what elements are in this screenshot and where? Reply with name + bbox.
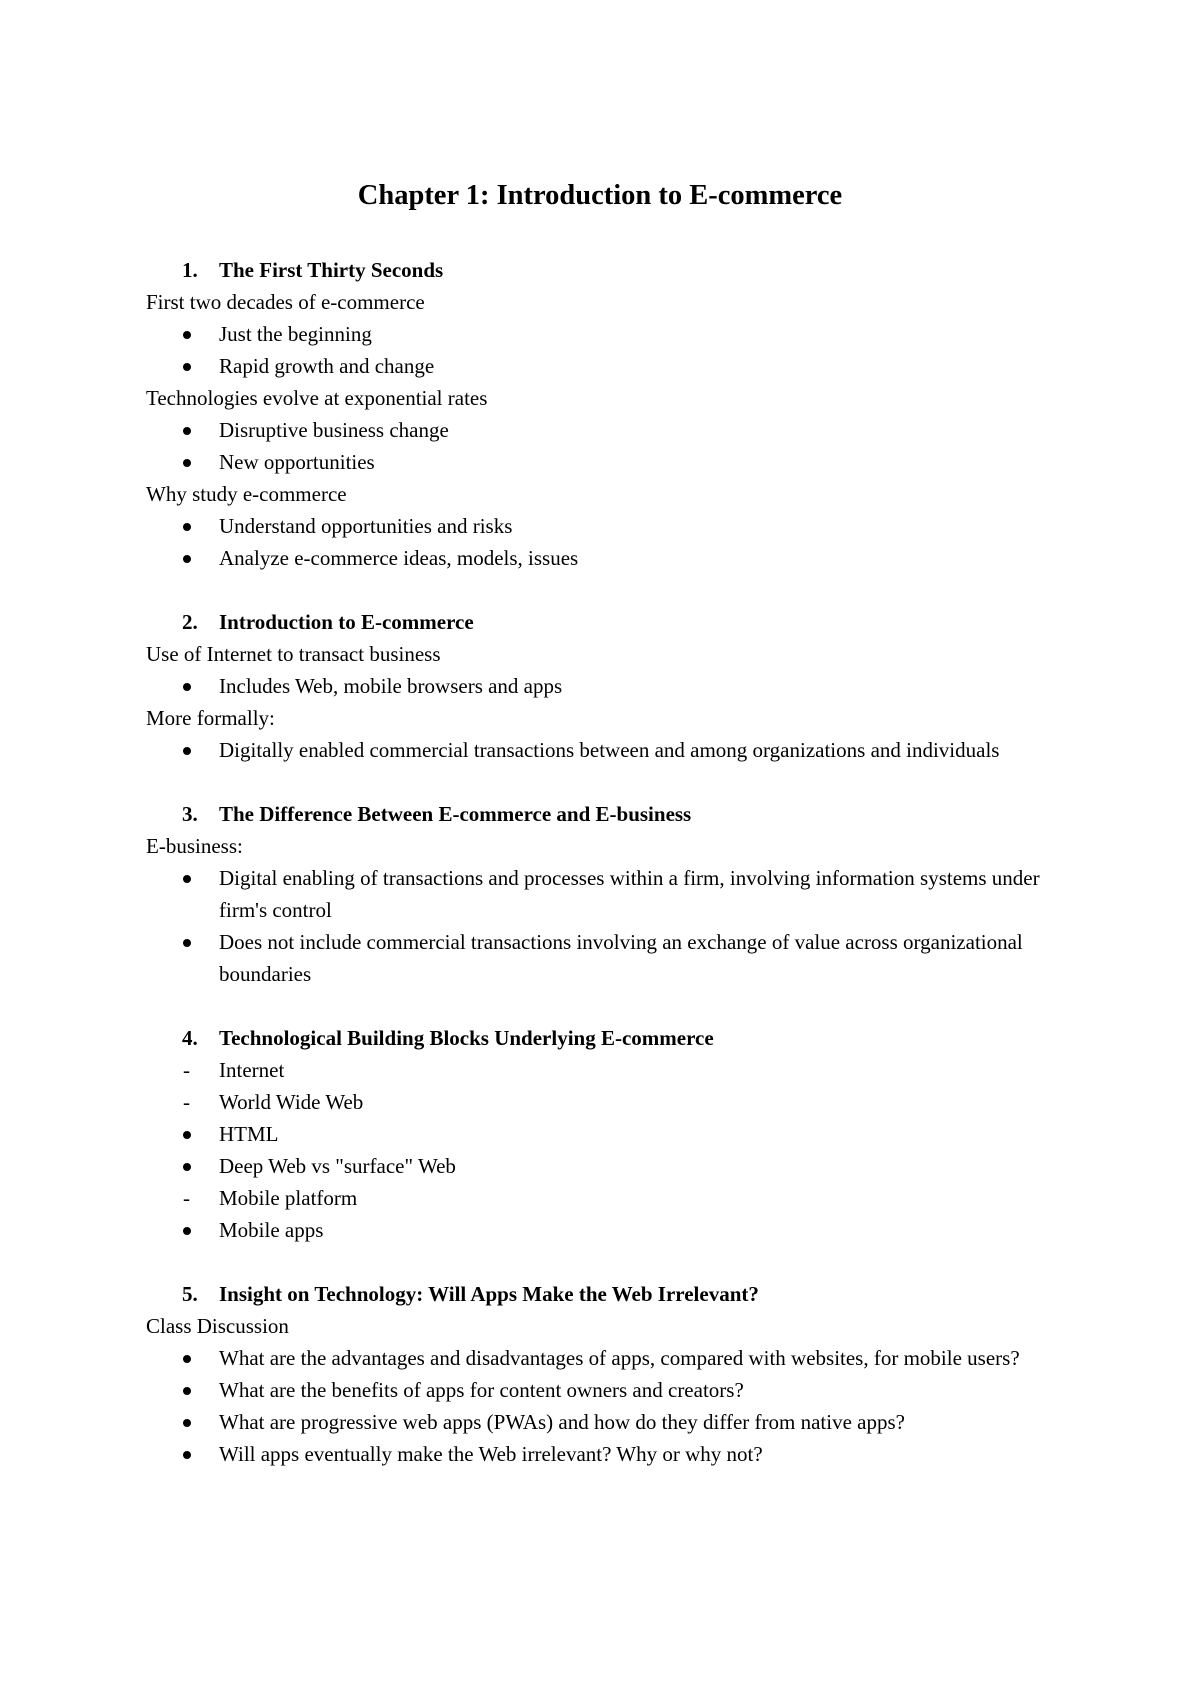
list-item-text: What are progressive web apps (PWAs) and how do they differ from native apps?	[219, 1410, 905, 1434]
list-item	[146, 670, 1046, 702]
list-item-text: New opportunities	[219, 450, 375, 474]
list-item	[146, 510, 1046, 542]
section-number: 5.	[182, 1282, 198, 1306]
dash-icon: -	[183, 1090, 190, 1114]
bullet-list	[146, 318, 1046, 382]
bullet-dot-icon	[183, 1419, 191, 1427]
bullet-dot-icon	[183, 523, 191, 531]
list-item	[146, 318, 1046, 350]
bullet-marker	[146, 670, 219, 702]
document-content	[146, 176, 1046, 1502]
section-4	[146, 1022, 1046, 1246]
list-item-text: Deep Web vs "surface" Web	[219, 1154, 456, 1178]
block-label: E-business:	[146, 834, 243, 858]
list-item	[146, 1086, 1046, 1118]
bullet-marker	[146, 1342, 219, 1374]
bullet-marker	[146, 1150, 219, 1182]
bullet-dot-icon	[183, 875, 191, 883]
list-item	[146, 1342, 1046, 1374]
list-item	[146, 1054, 1046, 1086]
bullet-list	[146, 510, 1046, 574]
list-item-text: Disruptive business change	[219, 418, 449, 442]
bullet-dot-icon	[183, 363, 191, 371]
bullet-dot-icon	[183, 459, 191, 467]
bullet-dot-icon	[183, 1227, 191, 1235]
bullet-marker	[146, 446, 219, 478]
section-heading	[146, 798, 1046, 830]
list-item-text: Mobile platform	[219, 1186, 358, 1210]
list-item-text: Rapid growth and change	[219, 354, 435, 378]
list-item	[146, 1214, 1046, 1246]
list-item-text: What are the advantages and disadvantages of apps, compared with websites, for mobile users?	[219, 1346, 1020, 1370]
list-item	[146, 446, 1046, 478]
list-item-text: Analyze e-commerce ideas, models, issues	[219, 546, 579, 570]
list-item-text: Digitally enabled commercial transactions between and among organizations and individuals	[219, 738, 1000, 762]
section-5	[146, 1278, 1046, 1470]
list-item-text: What are the benefits of apps for content owners and creators?	[219, 1378, 744, 1402]
section-heading-text: Insight on Technology: Will Apps Make the Web Irrelevant?	[219, 1282, 759, 1306]
list-item	[146, 1406, 1046, 1438]
bullet-dot-icon	[183, 1131, 191, 1139]
bullet-list	[146, 734, 1046, 766]
list-item	[146, 734, 1046, 766]
sections-container	[146, 254, 1046, 1470]
bullet-list	[146, 862, 1046, 990]
bullet-dot-icon	[183, 683, 191, 691]
dash-marker	[146, 1054, 219, 1086]
list-item-text: HTML	[219, 1122, 279, 1146]
section-heading-text: Technological Building Blocks Underlying E-commerce	[219, 1026, 714, 1050]
bullet-marker	[146, 734, 219, 766]
list-item	[146, 1374, 1046, 1406]
list-item-text: Just the beginning	[219, 322, 372, 346]
block-label: Class Discussion	[146, 1314, 289, 1338]
bullet-marker	[146, 1406, 219, 1438]
list-item-text: Includes Web, mobile browsers and apps	[219, 674, 563, 698]
bullet-marker	[146, 1214, 219, 1246]
list-item-text: Digital enabling of transactions and processes within a firm, involving information systems under firm's control	[219, 866, 1040, 922]
list-item	[146, 350, 1046, 382]
list-item-text: Internet	[219, 1058, 285, 1082]
list-item	[146, 926, 1046, 990]
section-heading	[146, 254, 1046, 286]
section-heading-text: The First Thirty Seconds	[219, 258, 444, 282]
bullet-marker	[146, 510, 219, 542]
bullet-marker	[146, 414, 219, 446]
bullet-marker	[146, 862, 219, 926]
bullet-dot-icon	[183, 555, 191, 563]
section-number: 4.	[182, 1026, 198, 1050]
bullet-list	[146, 1342, 1046, 1470]
list-item	[146, 862, 1046, 926]
block-label: First two decades of e-commerce	[146, 290, 425, 314]
list-item-text: Does not include commercial transactions involving an exchange of value across organizational boundaries	[219, 930, 1023, 986]
bullet-list	[146, 1054, 1046, 1246]
section-heading	[146, 606, 1046, 638]
bullet-marker	[146, 1118, 219, 1150]
bullet-marker	[146, 542, 219, 574]
bullet-dot-icon	[183, 747, 191, 755]
bullet-list	[146, 670, 1046, 702]
block-label: More formally:	[146, 706, 275, 730]
section-number: 1.	[182, 258, 198, 282]
bullet-dot-icon	[183, 939, 191, 947]
bullet-dot-icon	[183, 1387, 191, 1395]
list-item	[146, 1438, 1046, 1470]
list-item-text: Will apps eventually make the Web irrelevant? Why or why not?	[219, 1442, 763, 1466]
section-heading	[146, 1278, 1046, 1310]
dash-marker	[146, 1086, 219, 1118]
section-heading-text: The Difference Between E-commerce and E-business	[219, 802, 692, 826]
list-item-text: Mobile apps	[219, 1218, 324, 1242]
list-item	[146, 1182, 1046, 1214]
dash-icon: -	[183, 1186, 190, 1210]
bullet-marker	[146, 926, 219, 990]
section-number: 2.	[182, 610, 198, 634]
list-item	[146, 542, 1046, 574]
bullet-marker	[146, 318, 219, 350]
section-2	[146, 606, 1046, 766]
section-heading	[146, 1022, 1046, 1054]
bullet-dot-icon	[183, 1451, 191, 1459]
dash-icon: -	[183, 1058, 190, 1082]
bullet-list	[146, 414, 1046, 478]
list-item	[146, 1150, 1046, 1182]
block-label: Why study e-commerce	[146, 482, 347, 506]
section-1	[146, 254, 1046, 574]
bullet-marker	[146, 1374, 219, 1406]
list-item-text: World Wide Web	[219, 1090, 364, 1114]
chapter-title: Chapter 1: Introduction to E-commerce	[357, 180, 843, 211]
list-item-text: Understand opportunities and risks	[219, 514, 513, 538]
bullet-dot-icon	[183, 1355, 191, 1363]
bullet-marker	[146, 350, 219, 382]
section-number: 3.	[182, 802, 198, 826]
list-item	[146, 414, 1046, 446]
block-label: Use of Internet to transact business	[146, 642, 441, 666]
dash-marker	[146, 1182, 219, 1214]
section-3	[146, 798, 1046, 990]
block-label: Technologies evolve at exponential rates	[146, 386, 488, 410]
bullet-dot-icon	[183, 331, 191, 339]
list-item	[146, 1118, 1046, 1150]
section-heading-text: Introduction to E-commerce	[219, 610, 474, 634]
bullet-dot-icon	[183, 427, 191, 435]
bullet-marker	[146, 1438, 219, 1470]
bullet-dot-icon	[183, 1163, 191, 1171]
